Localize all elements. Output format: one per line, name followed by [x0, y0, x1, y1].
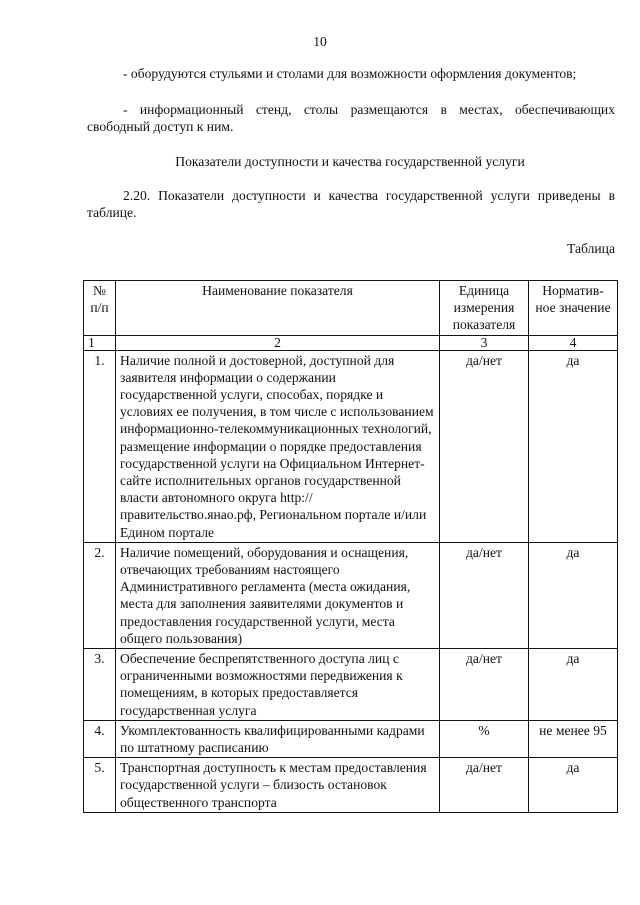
row-unit: да/нет: [440, 758, 529, 813]
row-unit: да/нет: [440, 649, 529, 721]
paragraph-info-stand: - информационный стенд, столы размещаются в местах, обеспечивающих свободный доступ к ним.: [87, 102, 615, 134]
row-norm: да: [529, 350, 618, 542]
row-num: 5.: [84, 758, 116, 813]
header-name: Наименование показателя: [116, 281, 440, 336]
row-norm: да: [529, 758, 618, 813]
paragraph-furniture: - оборудуются стульями и столами для возможности оформления документов;: [123, 66, 577, 81]
index-cell: 3: [440, 335, 529, 350]
row-norm: не менее 95: [529, 720, 618, 757]
index-cell: 1: [84, 335, 116, 350]
table-row: [84, 350, 618, 542]
table-index-row: [84, 335, 618, 350]
row-unit: %: [440, 720, 529, 757]
table-row: [84, 542, 618, 648]
row-name: Обеспечение беспрепятственного доступа лиц с ограниченными возможностями передвижения к помещениям, в которых предоставляется государственная услуга: [116, 649, 440, 721]
row-norm: да: [529, 649, 618, 721]
section-heading: Показатели доступности и качества государственной услуги: [175, 154, 525, 169]
table-row: [84, 720, 618, 757]
row-name: Наличие полной и достоверной, доступной для заявителя информации о содержании государственной услуги, способах, порядке и условиях ее получения, в том числе с использованием информационно-телекоммуникационных технологий, размещение информации о порядке предоставления государственной услуги на Официальном Интернет-сайте исполнительных органов государственной власти автономного округа http://правительство.янао.рф, Региональном портале и/или Едином портале: [116, 350, 440, 542]
row-norm: да: [529, 542, 618, 648]
row-num: 1.: [84, 350, 116, 542]
indicators-table: [83, 280, 618, 813]
row-num: 4.: [84, 720, 116, 757]
row-name: Укомплектованность квалифицированными кадрами по штатному расписанию: [116, 720, 440, 757]
index-cell: 4: [529, 335, 618, 350]
section-paragraph: 2.20. Показатели доступности и качества государственной услуги приведены в таблице.: [87, 188, 615, 220]
table-row: [84, 649, 618, 721]
row-unit: да/нет: [440, 350, 529, 542]
row-unit: да/нет: [440, 542, 529, 648]
table-header-row: [84, 281, 618, 336]
row-num: 2.: [84, 542, 116, 648]
index-cell: 2: [116, 335, 440, 350]
row-name: Наличие помещений, оборудования и оснащения, отвечающих требованиям настоящего Административного регламента (места ожидания, места для заполнения заявителями документов и предоставления государственной услуги, места общего пользования): [116, 542, 440, 648]
page-number: 10: [313, 34, 327, 49]
table-caption: Таблица: [567, 241, 615, 256]
header-unit: Единица измерения показателя: [440, 281, 529, 336]
table-row: [84, 758, 618, 813]
header-num: № п/п: [84, 281, 116, 336]
header-norm: Норматив-ное значение: [529, 281, 618, 336]
row-name: Транспортная доступность к местам предоставления государственной услуги – близость остановок общественного транспорта: [116, 758, 440, 813]
row-num: 3.: [84, 649, 116, 721]
